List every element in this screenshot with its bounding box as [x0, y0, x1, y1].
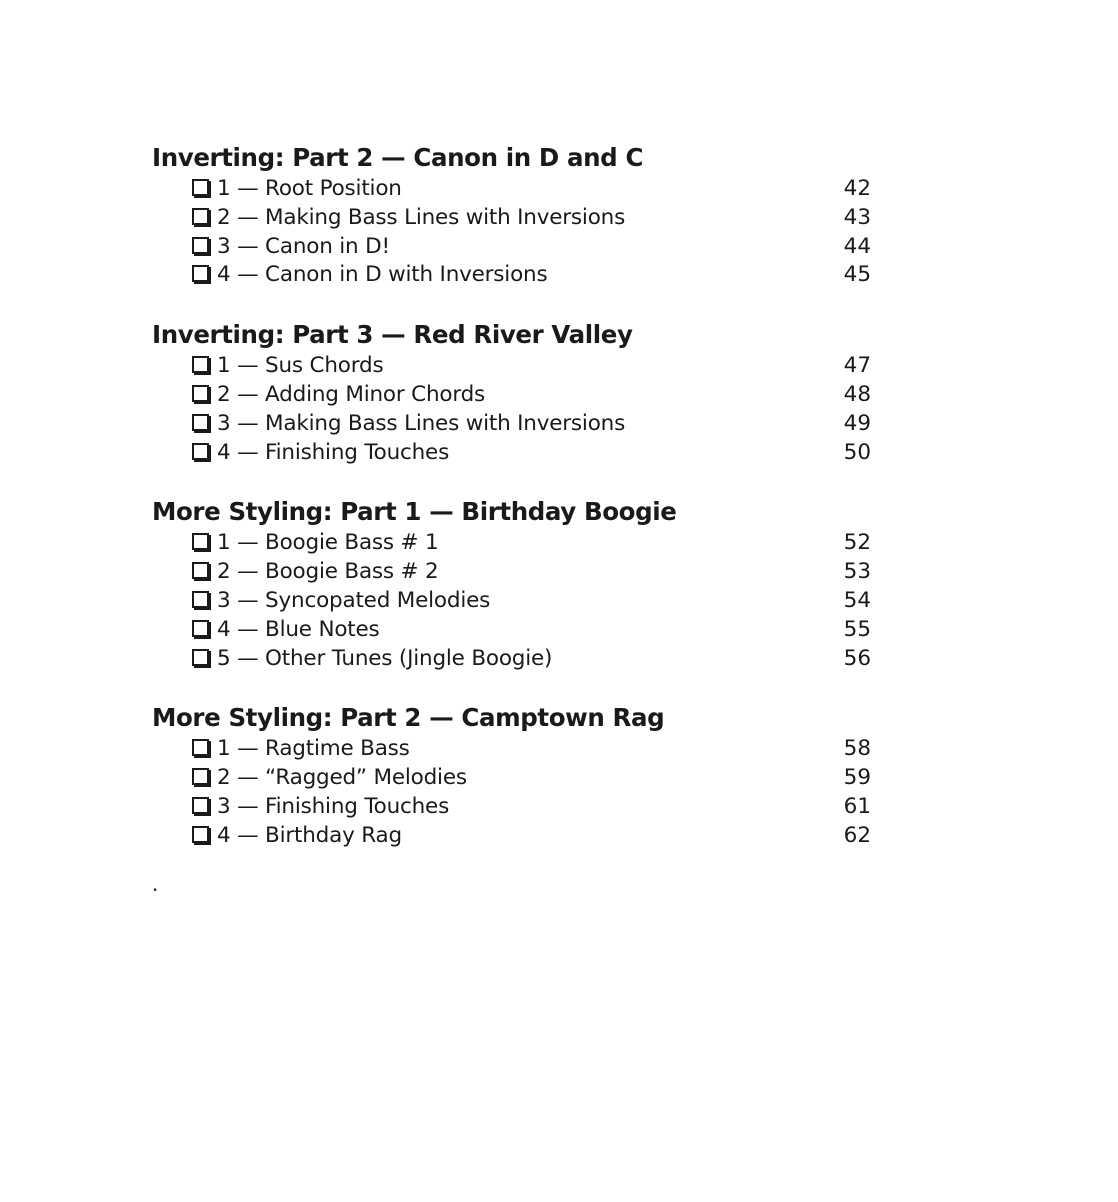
toc-entry[interactable]	[152, 261, 882, 290]
entry-label: 2 — Making Bass Lines with Inversions	[217, 204, 626, 230]
checkbox-icon[interactable]	[192, 739, 209, 756]
toc-entry[interactable]	[152, 558, 882, 587]
section-title: Inverting: Part 2 — Canon in D and C	[152, 143, 644, 172]
page-number: 55	[843, 616, 871, 642]
checkbox-icon[interactable]	[192, 768, 209, 785]
entry-label: 1 — Ragtime Bass	[217, 736, 410, 762]
toc-section	[152, 495, 882, 673]
checkbox-icon[interactable]	[192, 265, 209, 282]
checkbox-icon[interactable]	[192, 443, 209, 460]
toc-entry[interactable]	[152, 175, 882, 204]
entry-label: 3 — Canon in D!	[217, 233, 390, 259]
toc-entry[interactable]	[152, 529, 882, 558]
entry-label: 4 — Birthday Rag	[217, 822, 402, 848]
toc-entry[interactable]	[152, 645, 882, 674]
entry-label: 1 — Sus Chords	[217, 353, 384, 379]
checkbox-icon[interactable]	[192, 208, 209, 225]
checkbox-icon[interactable]	[192, 620, 209, 637]
page-number: 43	[843, 204, 871, 230]
entry-label: 1 — Boogie Bass # 1	[217, 530, 439, 556]
entry-label: 2 — Adding Minor Chords	[217, 381, 486, 407]
page-number: 58	[843, 736, 871, 762]
entry-label: 4 — Finishing Touches	[217, 439, 450, 465]
toc-entry[interactable]	[152, 381, 882, 410]
entry-label: 2 — Boogie Bass # 2	[217, 559, 439, 585]
checkbox-icon[interactable]	[192, 591, 209, 608]
entry-label: 3 — Finishing Touches	[217, 793, 450, 819]
page-number: 61	[843, 793, 871, 819]
toc-entry[interactable]	[152, 410, 882, 439]
page-number: 49	[843, 410, 871, 436]
toc-entry[interactable]	[152, 587, 882, 616]
toc-entry[interactable]	[152, 439, 882, 468]
checkbox-icon[interactable]	[192, 385, 209, 402]
toc-entry[interactable]	[152, 764, 882, 793]
entry-label: 4 — Canon in D with Inversions	[217, 262, 548, 288]
checkbox-icon[interactable]	[192, 797, 209, 814]
section-title: Inverting: Part 3 — Red River Valley	[152, 320, 633, 350]
checkbox-icon[interactable]	[192, 414, 209, 431]
toc-section	[152, 318, 882, 467]
entry-label: 4 — Blue Notes	[217, 616, 380, 642]
page-number: 50	[843, 439, 871, 465]
page-number: 47	[843, 353, 871, 379]
section-title: More Styling: Part 2 — Camptown Rag	[152, 703, 665, 733]
checkbox-icon[interactable]	[192, 562, 209, 579]
page-number: 59	[843, 765, 871, 791]
page-number: 62	[843, 822, 871, 848]
checkbox-icon[interactable]	[192, 179, 209, 196]
page-number: 52	[843, 530, 871, 556]
page-number: 53	[843, 559, 871, 585]
entry-label: 3 — Syncopated Melodies	[217, 587, 491, 613]
toc-section	[152, 141, 882, 290]
checkbox-icon[interactable]	[192, 356, 209, 373]
page-number: 44	[843, 233, 871, 259]
toc-entry[interactable]	[152, 204, 882, 233]
toc-section	[152, 701, 882, 850]
section-title: More Styling: Part 1 — Birthday Boogie	[152, 497, 677, 527]
entry-label: 2 — “Ragged” Melodies	[217, 765, 467, 791]
toc-entry[interactable]	[152, 616, 882, 645]
entry-label: 5 — Other Tunes (Jingle Boogie)	[217, 645, 553, 671]
entry-label: 3 — Making Bass Lines with Inversions	[217, 410, 626, 436]
checkbox-icon[interactable]	[192, 826, 209, 843]
toc-entry[interactable]	[152, 352, 882, 381]
checkbox-icon[interactable]	[192, 533, 209, 550]
page-number: 48	[843, 381, 871, 407]
page-number: 45	[843, 262, 871, 288]
toc-entry[interactable]	[152, 822, 882, 851]
page-number: 54	[843, 587, 871, 613]
toc-entry[interactable]	[152, 793, 882, 822]
checkbox-icon[interactable]	[192, 237, 209, 254]
footer-mark: .	[152, 872, 159, 896]
entry-label: 1 — Root Position	[217, 176, 402, 201]
table-of-contents	[152, 141, 882, 879]
page-number: 56	[843, 645, 871, 671]
checkbox-icon[interactable]	[192, 649, 209, 666]
toc-entry[interactable]	[152, 735, 882, 764]
page-number: 42	[843, 176, 871, 201]
toc-entry[interactable]	[152, 233, 882, 262]
